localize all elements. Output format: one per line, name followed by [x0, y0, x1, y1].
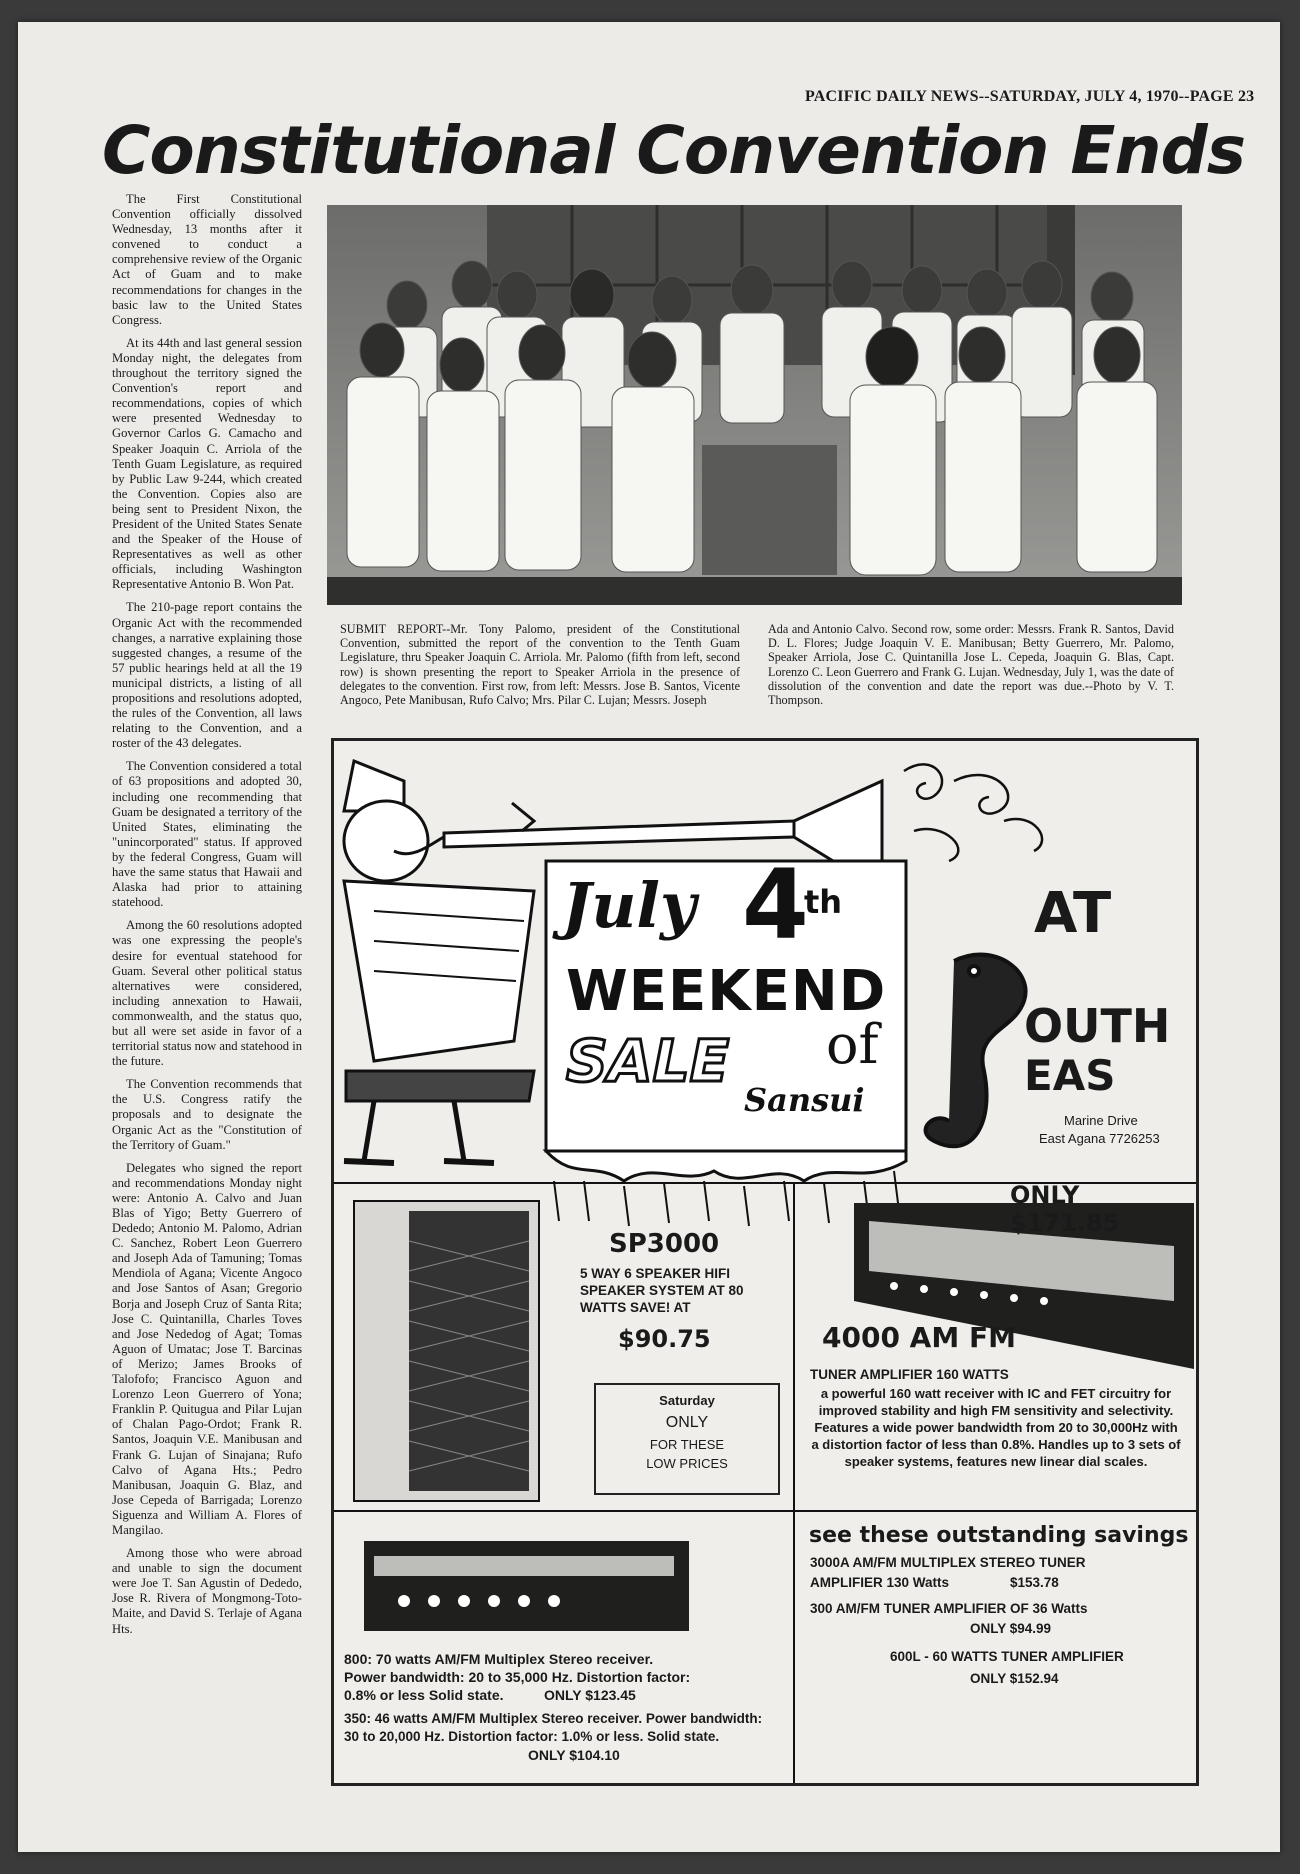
savings-item3: 600L - 60 WATTS TUNER AMPLIFIER — [890, 1649, 1124, 1664]
banner-of: of — [826, 1013, 879, 1076]
article-paragraph: Delegates who signed the report and recommendations Monday night were: Antonio A. Calvo and Juan Blas of Yigo; Betty Guerrero of Dededo; Antonio M. Palomo, Adrian C. Sanchez, Robert Leon Guerrero and Joseph Ada of Tamuning; Tomas Mendiola of Agana; Vicente Angoco and Jose Santos of Asan; Gregorio Borja and Joseph Cruz of Santa Rita; Jose C. Quintanilla, Charles Toves and Jose Nededog of Agat; Tomas Aguon of Umatac; Jose T. Barcinas of Merizo; James Brooks of Talofofo; Francisco Aguon and Lorenzo Leon Guerrero of Yona; Franklin P. Quitugua and Pilar Lujan of Chalan Pago-Ordot; Frank R. Santos, Joaquin V.E. Manibusan and Frank G. Lujan of Sinajana; Rufo Calvo of Agana Hts.; Pedro Manibusan, Joaquin G. Blaz, and Jose Cepeda of Barrigada; Lorenzo Siguenza and William A. Flores of Mangilao. — [112, 1160, 302, 1537]
am4000-model: 4000 AM FM — [822, 1321, 1016, 1354]
store-address-line1: Marine Drive — [1064, 1113, 1138, 1128]
banner-july: July — [562, 869, 696, 942]
am4000-only-price: ONLY $171.85 — [1010, 1181, 1120, 1237]
sp3000-speaker-icon — [354, 1201, 539, 1501]
seahorse-icon — [926, 955, 1026, 1147]
page-folio: PACIFIC DAILY NEWS--SATURDAY, JULY 4, 1970--PAGE 23 — [805, 88, 1255, 105]
m800-line1: 800: 70 watts AM/FM Multiplex Stereo receiver. — [344, 1651, 654, 1667]
savings-item2: 300 AM/FM TUNER AMPLIFIER OF 36 Watts — [810, 1601, 1088, 1616]
store-at: AT — [1034, 881, 1112, 946]
m800-line2: Power bandwidth: 20 to 35,000 Hz. Distortion factor: — [344, 1669, 691, 1685]
article-column — [112, 192, 302, 1645]
store-name-line1: OUTH — [1024, 999, 1171, 1053]
sp3000-model: SP3000 — [609, 1229, 720, 1259]
store-address-line2: East Agana 7726253 — [1039, 1131, 1160, 1146]
savings-item1-a: 3000A AM/FM MULTIPLEX STEREO TUNER — [810, 1555, 1086, 1570]
photo-caption-left: SUBMIT REPORT--Mr. Tony Palomo, president of the Constitutional Convention, submitted the report of the convention to the Tenth Guam Legislature, thru Speaker Joaquin C. Arriola. Mr. Palomo (fifth from left, second row) is shown presenting the report to Speaker Arriola in the presence of delegates to the convention. First row, from left: Messrs. Jose B. Santos, Vicente Angoco, Pete Manibusan, Rufo Calvo; Mrs. Pilar C. Lujan; Messrs. Joseph — [340, 622, 740, 708]
m350-line1: 350: 46 watts AM/FM Multiplex Stereo receiver. Power bandwidth: — [344, 1711, 763, 1726]
m350-line2: 30 to 20,000 Hz. Distortion factor: 1.0% or less. Solid state. — [344, 1729, 720, 1744]
article-paragraph: At its 44th and last general session Monday night, the delegates from throughout the territory signed the Convention's report and recommendations, copies of which were presented Wednesday to Governor Carlos G. Camacho and Speaker Joaquin C. Arriola of the Tenth Guam Legislature, as required by Public Law 9-244, which created the Convention. Copies also are being sent to President Nixon, the President of the United States Senate and the Speaker of the House of Representatives as well as other officials, including Washington Representative Antonio B. Won Pat. — [112, 335, 302, 592]
group-photo — [327, 205, 1182, 605]
article-paragraph: The Convention considered a total of 63 propositions and adopted 30, including one recommending that Guam be designated a territory of the United States, eliminating the "unincorporated" status. If approved by the federal Congress, Guam will have the same status that Hawaii and Alaska had prior to attaining statehood. — [112, 759, 302, 910]
article-paragraph: The First Constitutional Convention officially dissolved Wednesday, 13 months after it convened to conduct a comprehensive review of the Organic Act of Guam and to make recommendations for changes in the basic law to the United States Congress. — [112, 192, 302, 327]
savings-item2-price: ONLY $94.99 — [970, 1621, 1052, 1636]
banner-fourth: 4 — [742, 849, 809, 961]
am4000-subtitle: TUNER AMPLIFIER 160 WATTS — [810, 1367, 1009, 1382]
saturday-line3: FOR THESE — [649, 1437, 725, 1452]
sp3000-description: 5 WAY 6 SPEAKER HIFI SPEAKER SYSTEM AT 80 WATTS SAVE! AT — [580, 1266, 744, 1315]
store-name-line2: EAS — [1024, 1051, 1116, 1100]
sp3000-price: $90.75 — [618, 1325, 711, 1353]
herald-figure-icon — [344, 761, 534, 1163]
m350-price: ONLY $104.10 — [528, 1747, 620, 1763]
photo-caption-right: Ada and Antonio Calvo. Second row, some order: Messrs. Frank R. Santos, David D. L. Flores; Judge Joaquin V. E. Manibusan; Betty Guerrero, Mr. Palomo, Speaker Arriola, Jose C. Quintanilla Jose L. Cepeda, Joaquin G. Blas, Capt. Lorenzo C. Leon Guerrero and Frank G. Lujan. Wednesday, July 1, was the date of dissolution of the convention and date the report was due.--Photo by V. T. Thompson. — [768, 622, 1174, 708]
swirl-decoration-icon — [904, 764, 1042, 861]
saturday-only-box — [594, 1383, 780, 1495]
savings-item3-price: ONLY $152.94 — [970, 1671, 1059, 1686]
savings-item1-price: $153.78 — [1010, 1575, 1059, 1590]
am4000-description: a powerful 160 watt receiver with IC and FET circuitry for improved stability and high FM sensitivity and selectivity. Features a wide power bandwidth from 20 to 30,000Hz with a distortion factor of less than 0.8%. Handles up to 3 sets of speaker systems, features new linear dial scales. — [811, 1386, 1181, 1469]
saturday-line4: LOW PRICES — [646, 1456, 728, 1471]
sansui-logo: Sansui — [744, 1081, 865, 1119]
article-paragraph: Among the 60 resolutions adopted was one expressing the people's desire for eventual statehood for Guam. Several other political status alternatives were considered, including annexation to Hawaii, commonwealth, and the status quo, but all were set aside in favor of a territorial status now and statehood in the future. — [112, 918, 302, 1069]
banner-sale: SALE — [566, 1027, 730, 1095]
savings-title: see these outstanding savings — [809, 1523, 1189, 1548]
banner-weekend: WEEKEND — [566, 959, 887, 1024]
receiver-800-icon — [364, 1541, 689, 1631]
banner-th: th — [804, 883, 843, 921]
article-paragraph: The 210-page report contains the Organic Act with the recommended changes, a narrative explaining those suggested changes, a resume of the 57 public hearings held at all the 19 municipal districts, a listing of all propositions and resolutions adopted, the rules of the Convention, all laws relating to the Convention, and a roster of the 43 delegates. — [112, 600, 302, 751]
savings-item1-b: AMPLIFIER 130 Watts — [810, 1575, 950, 1590]
article-paragraph: The Convention recommends that the U.S. Congress ratify the proposals and to designate the Organic Act as the "Constitution of the Territory of Guam." — [112, 1077, 302, 1152]
article-paragraph: Among those who were abroad and unable to sign the document were Joe T. San Agustin of Dededo, Jose R. Rivera of Mongmong-Toto-Maite, and David S. Terlaje of Agana Hts. — [112, 1546, 302, 1636]
page-headline: Constitutional Convention Ends — [102, 112, 1246, 189]
m800-price: ONLY $123.45 — [544, 1687, 636, 1703]
saturday-line1: Saturday — [659, 1393, 715, 1408]
m800-line3: 0.8% or less Solid state. — [344, 1687, 504, 1703]
saturday-line2: ONLY — [665, 1414, 709, 1431]
sansui-advertisement — [331, 738, 1199, 1786]
